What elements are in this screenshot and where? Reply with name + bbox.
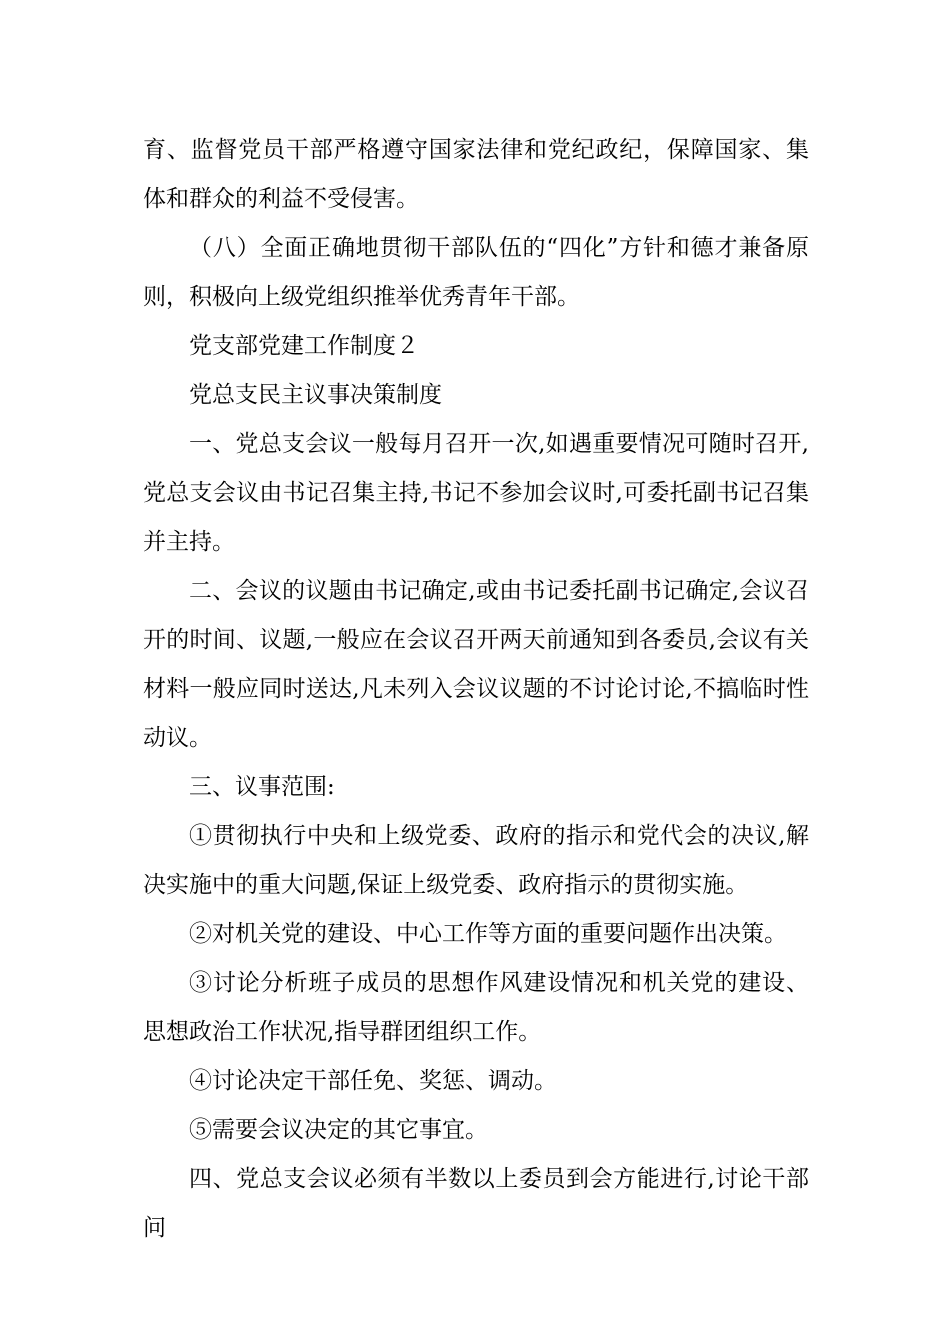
document-body bbox=[143, 126, 809, 1253]
list-item-scope-2: ②对机关党的建设、中心工作等方面的重要问题作出决策。 bbox=[189, 921, 787, 947]
list-item-scope-5: ⑤需要会议决定的其它事宜。 bbox=[189, 1117, 488, 1143]
section-heading: 党支部党建工作制度２ bbox=[189, 333, 419, 359]
paragraph-item-eight: （八）全面正确地贯彻干部队伍的“四化”方针和德才兼备原则，积极向上级党组织推举优秀青年干部。 bbox=[143, 235, 809, 310]
paragraph-rule-four: 四、党总支会议必须有半数以上委员到会方能进行,讨论干部问 bbox=[143, 1166, 809, 1241]
paragraph-continuation: 育、监督党员干部严格遵守国家法律和党纪政纪，保障国家、集体和群众的利益不受侵害。 bbox=[143, 137, 809, 212]
list-item-scope-1: ①贯彻执行中央和上级党委、政府的指示和党代会的决议,解决实施中的重大问题,保证上级党委、政府指示的贯彻实施。 bbox=[143, 823, 809, 898]
subsection-heading: 党总支民主议事决策制度 bbox=[189, 382, 442, 408]
paragraph-rule-three: 三、议事范围: bbox=[189, 774, 335, 800]
paragraph-rule-one: 一、党总支会议一般每月召开一次,如遇重要情况可随时召开,党总支会议由书记召集主持,书记不参加会议时,可委托副书记召集并主持。 bbox=[143, 431, 809, 555]
list-item-scope-4: ④讨论决定干部任免、奖惩、调动。 bbox=[189, 1068, 557, 1094]
list-item-scope-3: ③讨论分析班子成员的思想作风建设情况和机关党的建设、思想政治工作状况,指导群团组织工作。 bbox=[143, 970, 809, 1045]
paragraph-rule-two: 二、会议的议题由书记确定,或由书记委托副书记确定,会议召开的时间、议题,一般应在会议召开两天前通知到各委员,会议有关材料一般应同时送达,凡未列入会议议题的不讨论讨论,不搞临时性动议。 bbox=[143, 578, 809, 751]
